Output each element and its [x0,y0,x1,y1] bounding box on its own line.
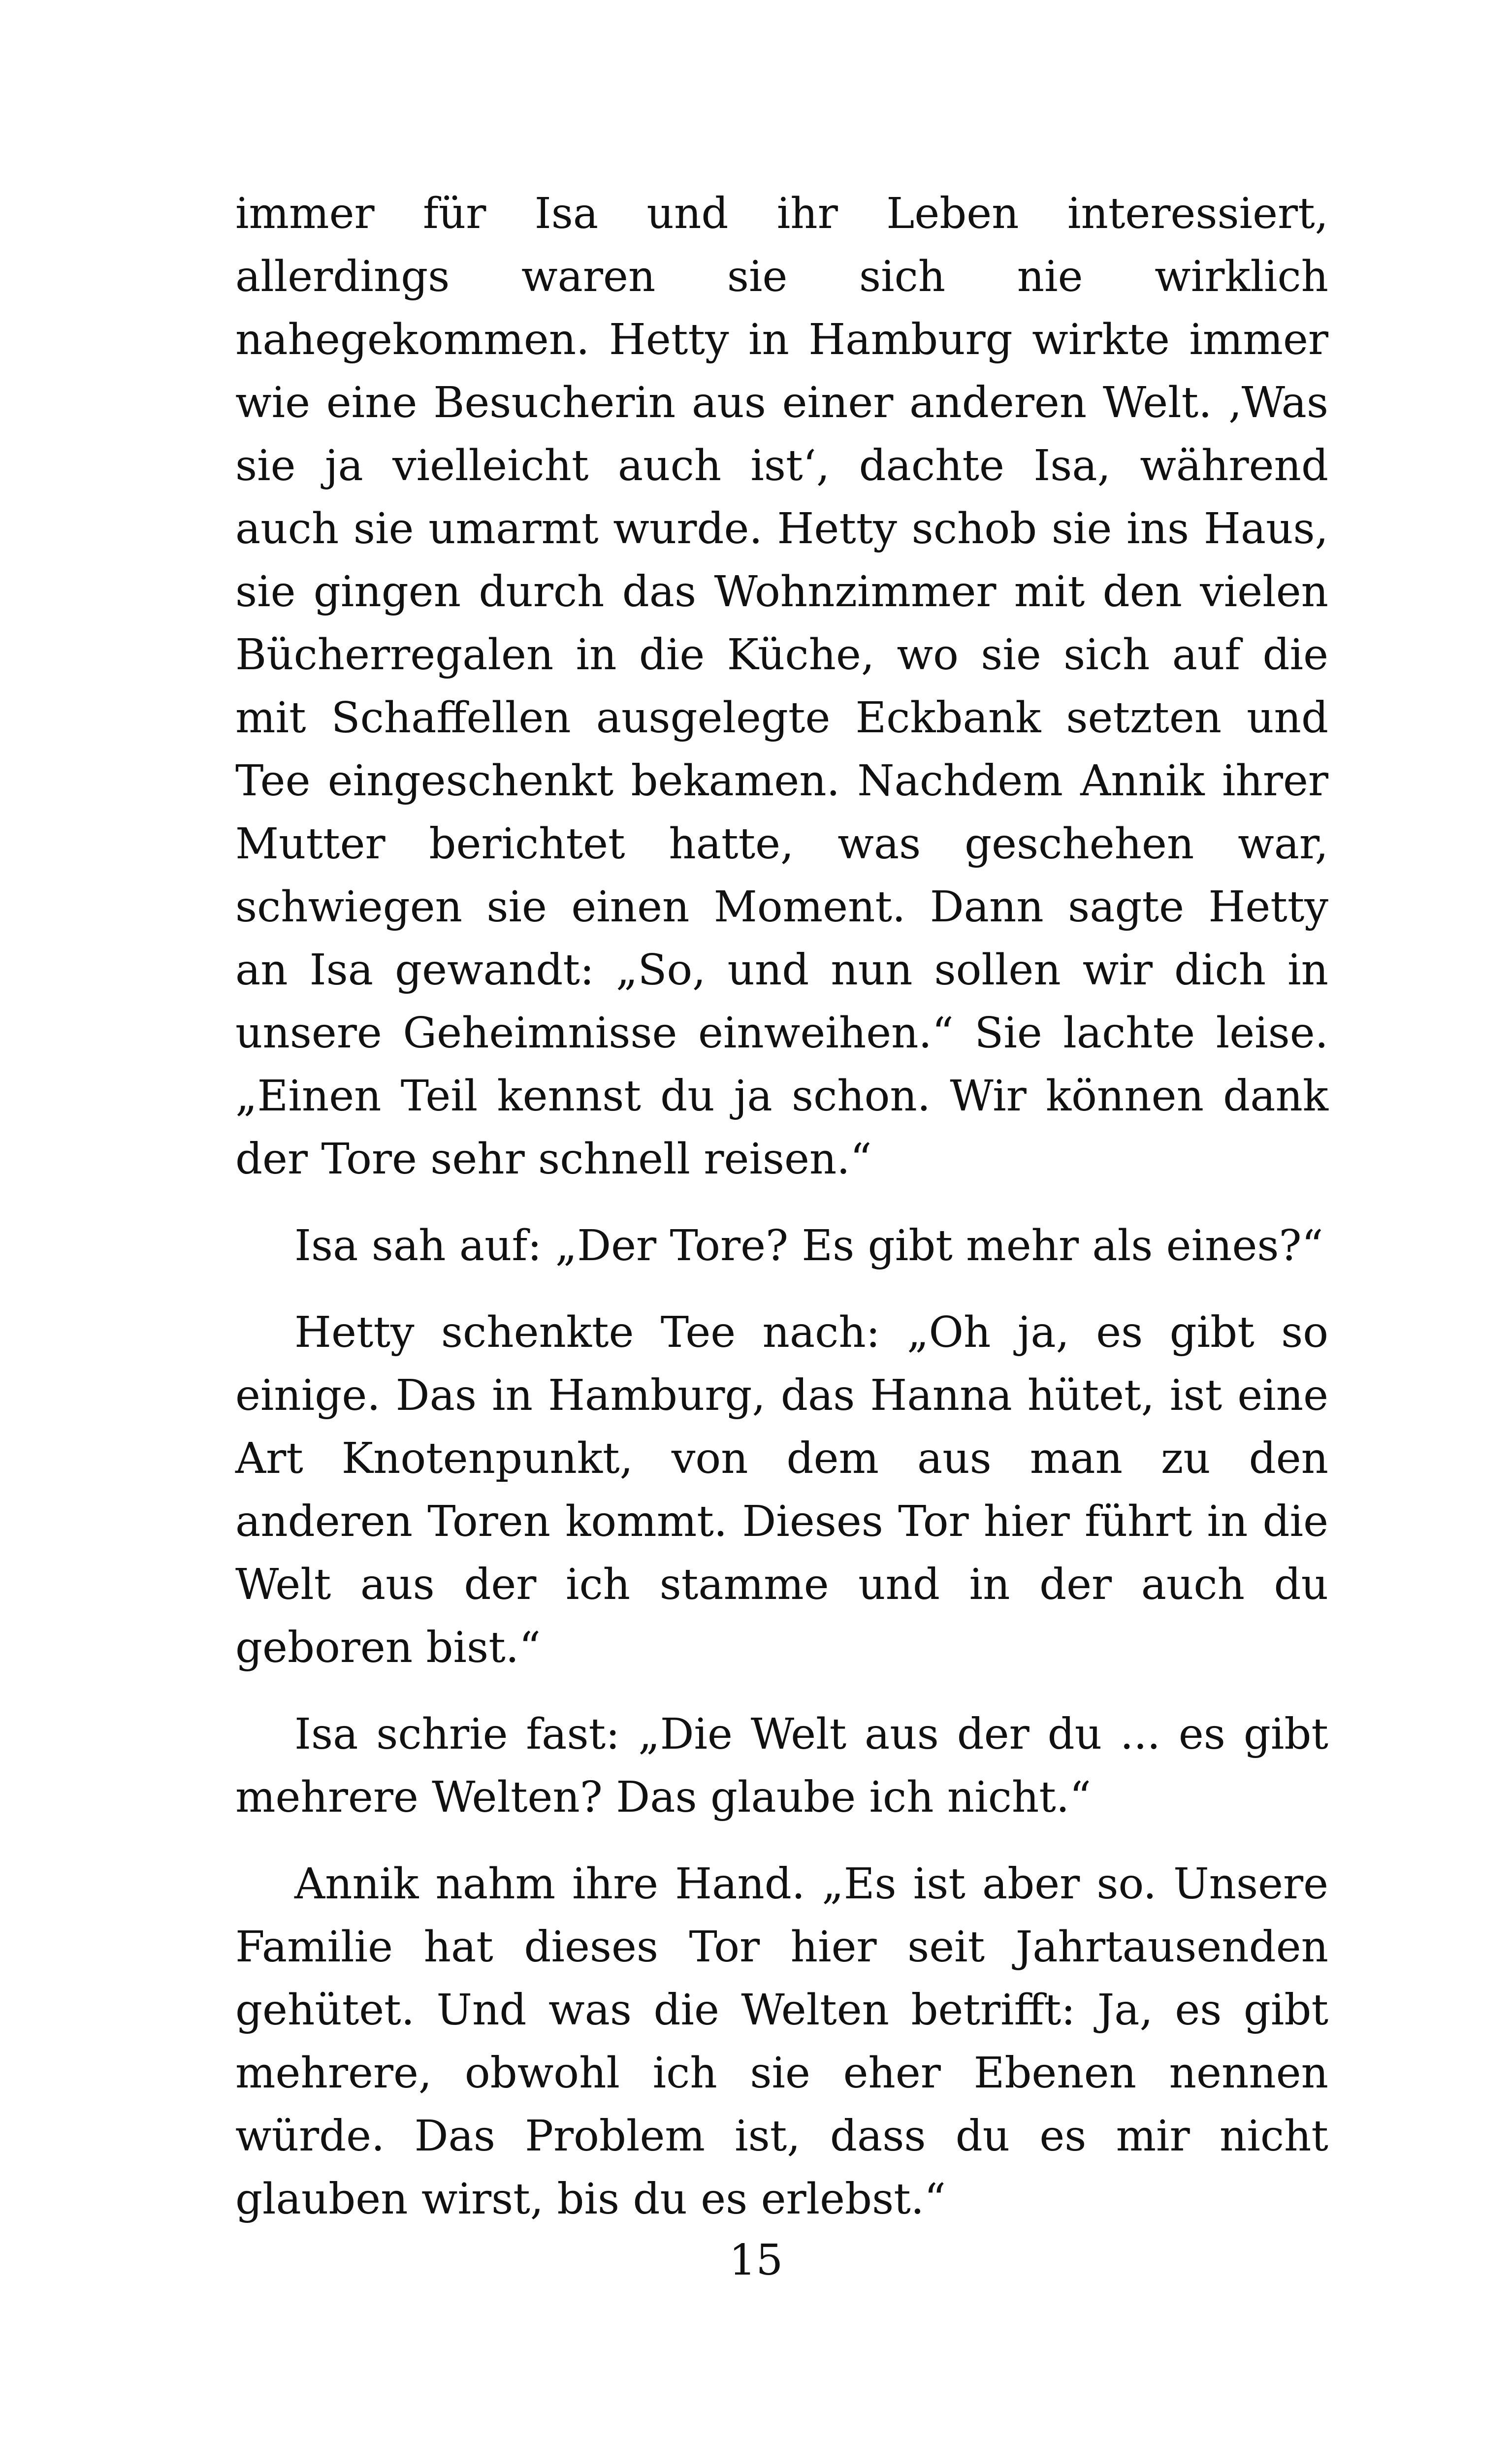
paragraph: Hetty schenkte Tee nach: „Oh ja, es gibt so einige. Das in Hamburg, das Hanna hütet, ist eine Art Knotenpunkt, von dem aus man zu den anderen Toren kommt. Dieses Tor hier führt in die Welt aus der ich stamme und in der auch du geboren bist.“ [235,1308,1328,1672]
paragraph: Isa sah auf: „Der Tore? Es gibt mehr als eines?“ [294,1221,1323,1270]
paragraph: Annik nahm ihre Hand. „Es ist aber so. Unsere Familie hat dieses Tor hier seit Jahrtausenden gehütet. Und was die Welten betrifft: Ja, es gibt mehrere, obwohl ich sie eher Ebenen nennen würde. Das Problem ist, dass du es mir nicht glauben wirst, bis du es erlebst.“ [235,1859,1328,2224]
body-text [235,182,1328,2231]
page-number: 15 [729,2236,783,2285]
paragraph: Isa schrie fast: „Die Welt aus der du ... es gibt mehrere Welten? Das glaube ich nicht.“ [235,1710,1328,1822]
paragraph-continued: immer für Isa und ihr Leben interessiert, allerdings waren sie sich nie wirklich nahegekommen. Hetty in Hamburg wirkte immer wie eine Besucherin aus einer anderen Welt. ‚Was sie ja vielleicht auch ist‘, dachte Isa, während auch sie umarmt wurde. Hetty schob sie ins Haus, sie gingen durch das Wohnzimmer mit den vielen Bücherregalen in die Küche, wo sie sich auf die mit Schaffellen ausgelegte Eckbank setzten und Tee eingeschenkt bekamen. Nachdem Annik ihrer Mutter berichtet hatte, was geschehen war, schwiegen sie einen Moment. Dann sagte Hetty an Isa gewandt: „So, und nun sollen wir dich in unsere Geheimnisse einweihen.“ Sie lachte leise. „Einen Teil kennst du ja schon. Wir können dank der Tore sehr schnell reisen.“ [235,189,1328,1184]
